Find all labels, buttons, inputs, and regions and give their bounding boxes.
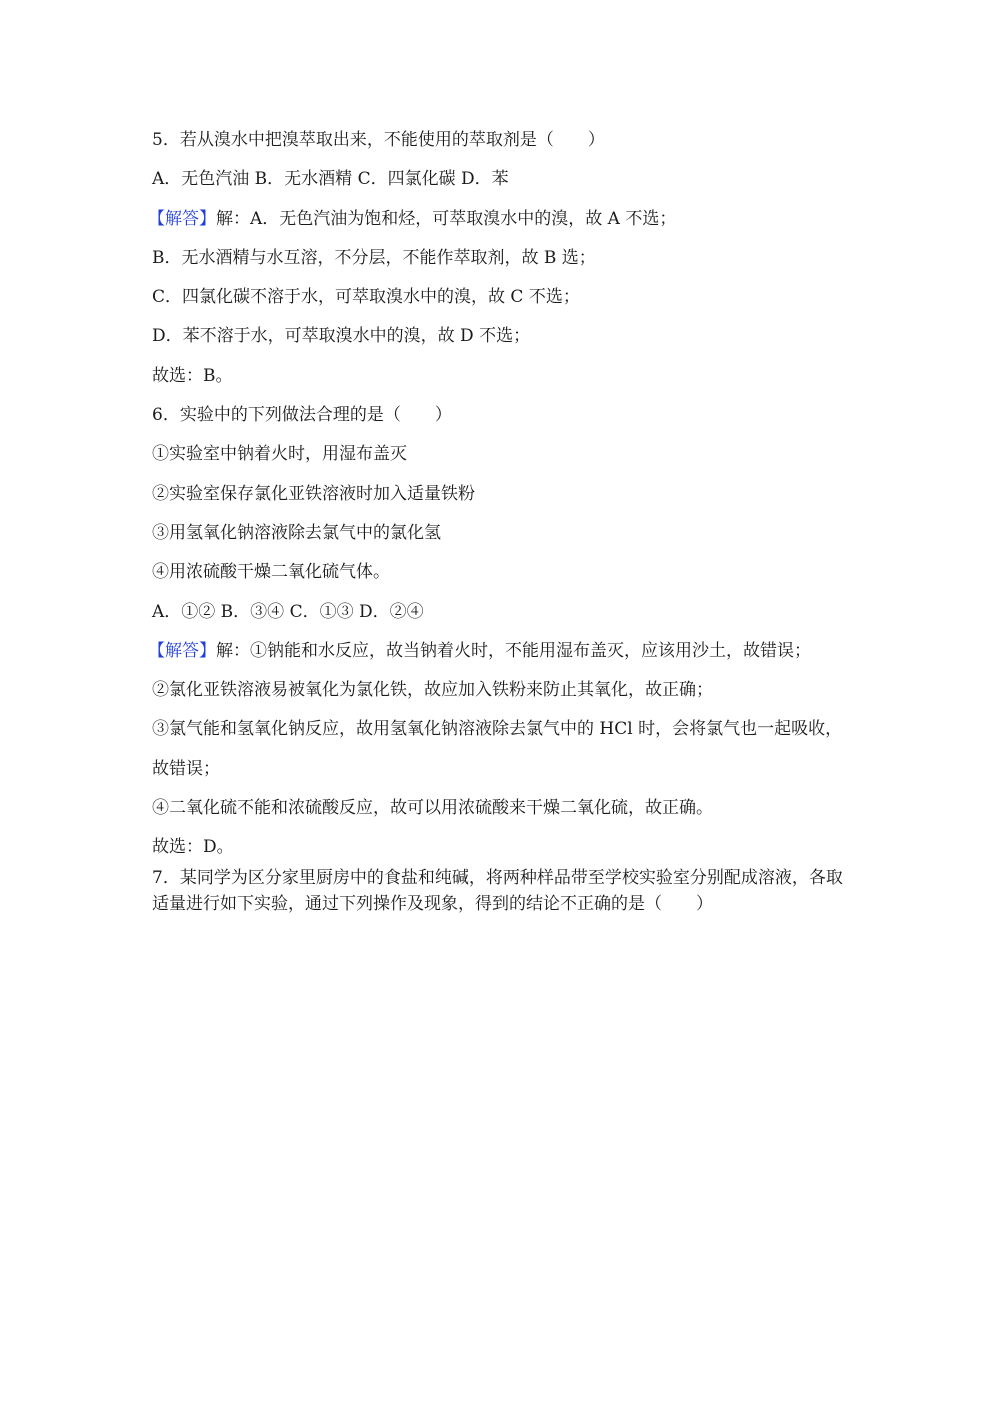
question-6-item-4: ④用浓硫酸干燥二氧化硫气体。 — [152, 562, 390, 583]
question-7-stem: 7．某同学为区分家里厨房中的食盐和纯碱，将两种样品带至学校实验室分别配成溶液，各取适量进行如下实验，通过下列操作及现象，得到的结论不正确的是（ ） — [152, 868, 843, 915]
question-5-answer-line-2: B．无水酒精与水互溶，不分层，不能作萃取剂，故 B 选； — [152, 247, 596, 268]
question-6-item-2: ②实验室保存氯化亚铁溶液时加入适量铁粉 — [152, 483, 475, 504]
question-5-answer-line-3: C．四氯化碳不溶于水，可萃取溴水中的溴，故 C 不选； — [152, 287, 580, 308]
question-6-answer-line-3: ③氯气能和氢氧化钠反应，故用氢氧化钠溶液除去氯气中的 HCl 时，会将氯气也一起吸收， — [152, 719, 843, 740]
document-page — [148, 126, 852, 928]
question-5-final-answer: 故选：B。 — [152, 365, 233, 386]
answer-tag: 【解答】 — [148, 640, 216, 661]
answer-text: 解：①钠能和水反应，故当钠着火时，不能用湿布盖灭，应该用沙土，故错误； — [216, 640, 811, 661]
question-5-options: A．无色汽油 B．无水酒精 C．四氯化碳 D．苯 — [152, 169, 509, 190]
question-6-answer-line-1 — [148, 637, 852, 665]
question-6-final-answer: 故选：D。 — [152, 837, 234, 858]
question-6-options: A．①② B．③④ C．①③ D．②④ — [152, 601, 424, 622]
question-6-item-3: ③用氢氧化钠溶液除去氯气中的氯化氢 — [152, 522, 441, 543]
question-6-answer-line-5: ④二氧化硫不能和浓硫酸反应，故可以用浓硫酸来干燥二氧化硫，故正确。 — [152, 798, 713, 819]
question-6-item-1: ①实验室中钠着火时，用湿布盖灭 — [152, 444, 407, 465]
answer-tag: 【解答】 — [148, 208, 216, 229]
question-6-answer-line-4: 故错误； — [152, 758, 220, 779]
question-5-answer-line-1 — [148, 205, 852, 233]
question-6-answer-line-2: ②氯化亚铁溶液易被氧化为氯化铁，故应加入铁粉来防止其氧化，故正确； — [152, 680, 713, 701]
answer-text: 解：A．无色汽油为饱和烃，可萃取溴水中的溴，故 A 不选； — [216, 208, 677, 229]
question-6-stem: 6．实验中的下列做法合理的是（ ） — [152, 405, 452, 426]
question-5-answer-line-4: D．苯不溶于水，可萃取溴水中的溴，故 D 不选； — [152, 326, 531, 347]
question-5-stem: 5．若从溴水中把溴萃取出来，不能使用的萃取剂是（ ） — [152, 130, 605, 150]
